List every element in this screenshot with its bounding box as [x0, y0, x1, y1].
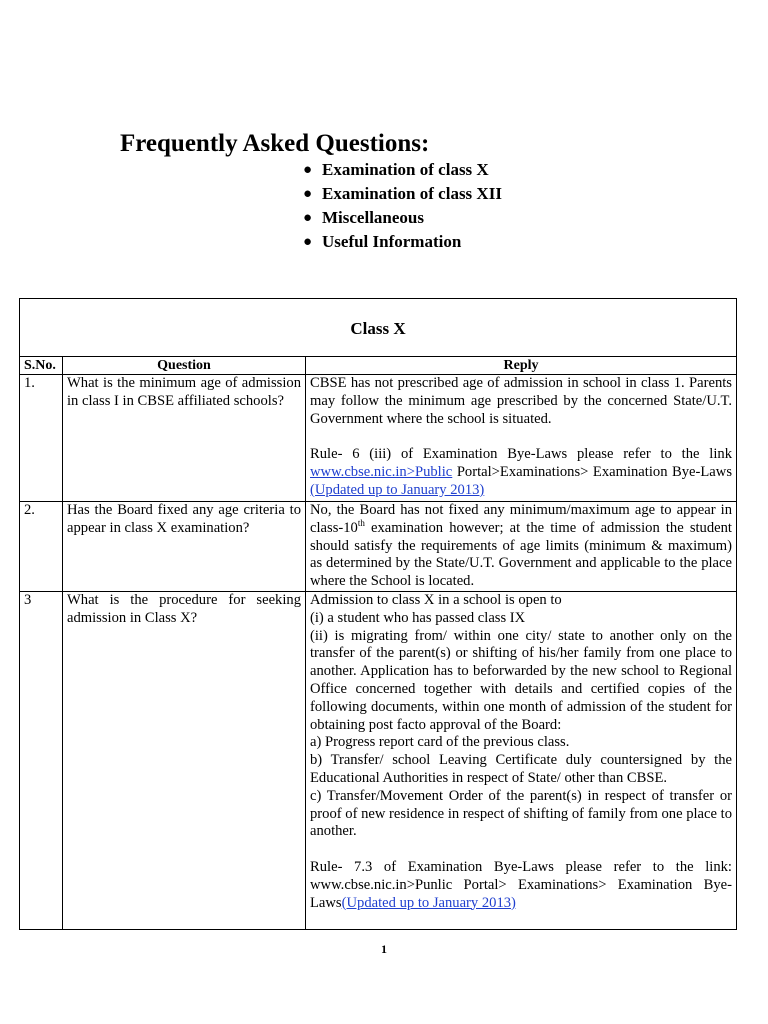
reply-paragraph: [310, 859, 732, 912]
bye-laws-update-link[interactable]: (Updated up to January 2013): [310, 481, 485, 498]
reply-text: Rule- 6 (iii) of Examination Bye-Laws please refer to the link: [310, 446, 732, 463]
topic-label: Miscellaneous: [322, 208, 424, 227]
header-question: Question: [63, 357, 306, 375]
row-question: What is the procedure for seeking admission in Class X?: [63, 592, 306, 930]
cbse-portal-link[interactable]: www.cbse.nic.in>Public: [310, 463, 453, 480]
table-caption-row: [20, 299, 737, 357]
bullet-icon: ●: [303, 162, 313, 178]
topic-label: Examination of class XII: [322, 184, 502, 203]
reply-line: Admission to class X in a school is open to: [310, 592, 562, 608]
reply-line: b) Transfer/ school Leaving Certificate duly countersigned by the Educational Authorities in respect of State/ other than CBSE.: [310, 752, 732, 786]
topic-item[interactable]: [301, 230, 502, 254]
reply-paragraph: CBSE has not prescribed age of admission in school in class 1. Parents may follow the minimum age prescribed by the concerned State/U.T. Government where the school is situated.: [310, 375, 732, 427]
bullet-icon: ●: [303, 186, 313, 202]
ordinal-superscript: th: [357, 517, 365, 528]
row-reply: [306, 375, 737, 502]
faq-table: [19, 298, 737, 930]
paragraph-spacer: [310, 841, 732, 859]
row-sno: 2.: [20, 502, 63, 592]
table-row: [20, 375, 737, 502]
topic-item[interactable]: [301, 158, 502, 182]
row-sno: 1.: [20, 375, 63, 502]
reply-line: (i) a student who has passed class IX: [310, 609, 526, 626]
row-question: What is the minimum age of admission in class I in CBSE affiliated schools?: [63, 375, 306, 502]
header-reply: Reply: [306, 357, 737, 375]
topic-label: Useful Information: [322, 232, 462, 251]
topic-label: Examination of class X: [322, 160, 489, 179]
topic-list: [301, 158, 502, 254]
row-reply: [306, 502, 737, 592]
header-sno: S.No.: [20, 357, 63, 375]
row-question: Has the Board fixed any age criteria to appear in class X examination?: [63, 502, 306, 592]
reply-line: c) Transfer/Movement Order of the parent(s) in respect of transfer or proof of new residence in respect of shifting of family from one place to another.: [310, 787, 732, 840]
bullet-icon: ●: [303, 210, 313, 226]
reply-text: No, the Board has not fixed any minimum/maximum age to appear in class-10: [310, 502, 732, 536]
row-sno: 3: [20, 592, 63, 930]
table-row: [20, 592, 737, 930]
reply-paragraph: [310, 446, 732, 499]
reply-text: Portal>Examinations> Examination Bye-Laws: [456, 463, 733, 480]
bullet-icon: ●: [303, 234, 313, 250]
paragraph-spacer: [310, 428, 732, 446]
table-row: [20, 502, 737, 592]
table-caption: [20, 299, 737, 357]
reply-line: (ii) is migrating from/ within one city/ state to another only on the transfer of the parent(s) or shifting of his/her family from one place to another. Application has to beforwarded by the new school to Regional Office concerned together with details and certified copies of the following documents, within one month of admission of the student for obtaining post facto approval of the Board:: [310, 627, 732, 733]
table-caption-text: Class X: [350, 318, 406, 338]
row-reply: [306, 592, 737, 930]
topic-item[interactable]: [301, 206, 502, 230]
reply-text: examination however; at the time of admission the student should satisfy the requirements of age limits (minimum & maximum) as determined by the State/U.T. Government and applicable to the place where the School is located.: [310, 519, 732, 590]
reply-line: a) Progress report card of the previous class.: [310, 734, 570, 751]
page-title: Frequently Asked Questions:: [120, 130, 430, 157]
reply-paragraph: [310, 502, 732, 591]
reply-text: Rule- 7.3 of Examination Bye-Laws please refer to the link: www.cbse.nic.in>Punlic Portal> Examinations> Examination Bye-Laws: [310, 858, 732, 911]
topic-item[interactable]: [301, 182, 502, 206]
page-number: 1: [381, 942, 387, 956]
bye-laws-update-link[interactable]: (Updated up to January 2013): [341, 894, 516, 911]
table-header-row: [20, 357, 737, 375]
